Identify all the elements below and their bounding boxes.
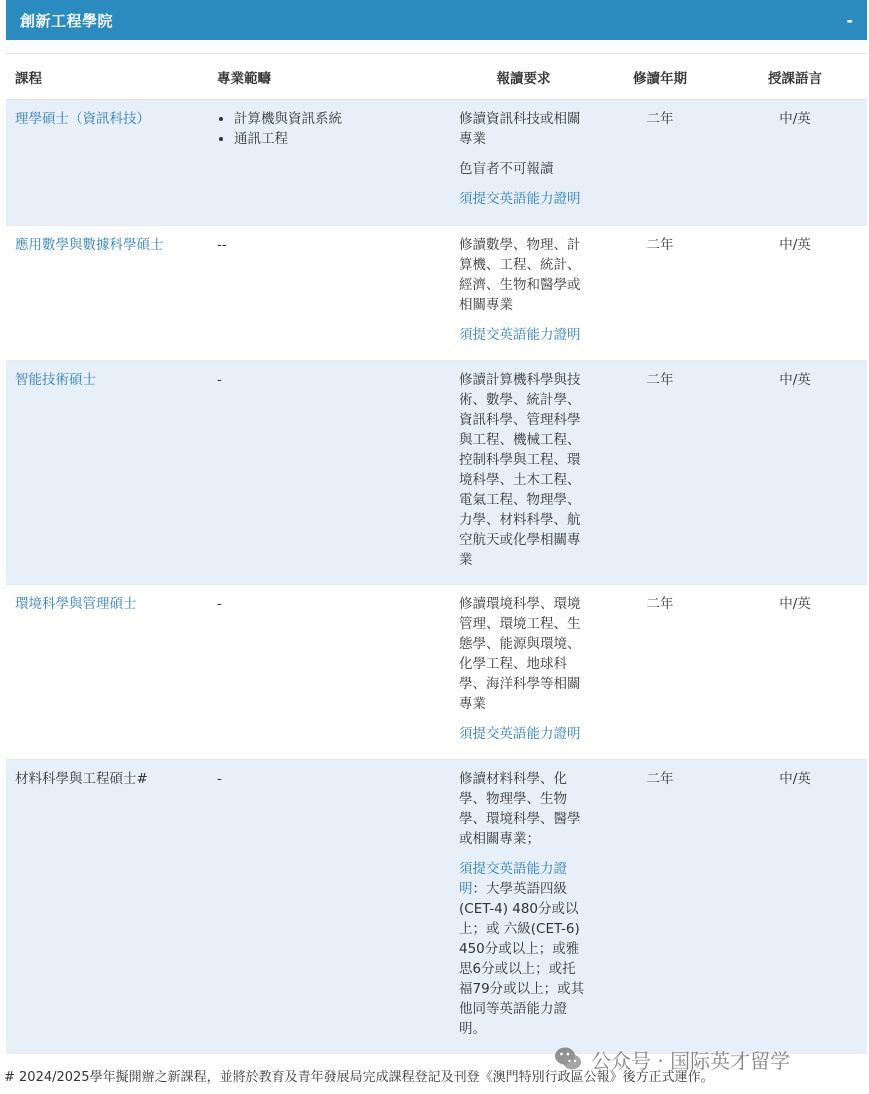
requirements-cell [450, 100, 597, 226]
language-cell: 中/英 [723, 585, 867, 760]
requirements-cell [450, 760, 597, 1054]
course-name-link[interactable]: 智能技術碩士 [15, 372, 96, 388]
wechat-icon [553, 1044, 583, 1074]
scope-cell: - [208, 760, 450, 1054]
scope-list [217, 109, 441, 149]
course-cell [6, 100, 208, 226]
english-proof-link[interactable]: 須提交英語能力證明 [459, 726, 581, 742]
requirements-cell [450, 585, 597, 760]
duration-cell: 二年 [597, 100, 723, 226]
column-header-language: 授課語言 [723, 54, 867, 100]
requirement-text: 修讀數學、物理、計算機、工程、統計、經濟、生物和醫學或相關專業 [459, 237, 581, 313]
requirement-text: 修讀材料科學、化學、物理學、生物學、環境科學、醫學或相關專業； [459, 771, 581, 847]
table-row [6, 585, 867, 760]
requirement-text: 修讀環境科學、環境管理、環境工程、生態學、能源與環境、化學工程、地球科學、海洋科學等相關專業 [459, 596, 581, 712]
courses-table [6, 53, 867, 1054]
requirement-text: 修讀計算機科學與技術、數學、統計學、資訊科學、管理科學與工程、機械工程、控制科學與工程、環境科學、土木工程、電氣工程、物理學、力學、材料科學、航空航天或化學相關專業 [459, 372, 581, 568]
table-row [6, 226, 867, 361]
english-proof-detail: ：大學英語四級(CET-4) 480分或以上；或 六級(CET-6) 450分或以上；或雅思6分或以上；或托福79分或以上；或其他同等英語能力證明。 [459, 881, 585, 1037]
requirements-cell [450, 361, 597, 585]
list-item: • 計算機與資訊系統 [234, 109, 441, 129]
course-cell [6, 760, 208, 1054]
table-row [6, 100, 867, 226]
scope-cell [208, 100, 450, 226]
course-cell [6, 585, 208, 760]
watermark-text: 公众号 · 国际英才留学 [591, 1048, 791, 1073]
course-name-link[interactable]: 應用數學與數據科學碩士 [15, 237, 164, 253]
footnote: # 2024/2025學年擬開辦之新課程，並將於教育及青年發展局完成課程登記及刊登《澳門特別行政區公報》後方正式運作。 [4, 1070, 714, 1085]
english-proof-link[interactable]: 須提交英語能力證明 [459, 191, 581, 207]
scope-cell: - [208, 361, 450, 585]
duration-cell: 二年 [597, 361, 723, 585]
course-name-link[interactable]: 環境科學與管理碩士 [15, 596, 137, 612]
column-header-scope: 專業範疇 [208, 54, 450, 100]
language-cell: 中/英 [723, 226, 867, 361]
course-name: 材料科學與工程碩士# [15, 771, 148, 787]
column-header-course: 課程 [6, 54, 208, 100]
table-row [6, 361, 867, 585]
course-cell [6, 226, 208, 361]
requirements-cell [450, 226, 597, 361]
requirement-text: 修讀資訊科技或相關專業 [459, 111, 581, 147]
requirement-note: 色盲者不可報讀 [459, 161, 554, 177]
table-header-row [6, 54, 867, 100]
scope-cell: - [208, 585, 450, 760]
course-cell [6, 361, 208, 585]
scope-cell: -- [208, 226, 450, 361]
course-name-link[interactable]: 理學碩士（資訊科技） [15, 111, 150, 127]
duration-cell: 二年 [597, 585, 723, 760]
language-cell: 中/英 [723, 361, 867, 585]
collapse-toggle[interactable]: - [846, 10, 853, 30]
duration-cell: 二年 [597, 760, 723, 1054]
section-title: 創新工程學院 [20, 11, 114, 30]
column-header-duration: 修讀年期 [597, 54, 723, 100]
table-row [6, 760, 867, 1054]
section-header[interactable] [6, 0, 867, 40]
column-header-requirements: 報讀要求 [450, 54, 597, 100]
english-proof-link[interactable]: 須提交英語能力證明 [459, 327, 581, 343]
english-proof-link[interactable]: 須提交英語能力證明 [459, 861, 567, 897]
language-cell: 中/英 [723, 100, 867, 226]
list-item: • 通訊工程 [234, 129, 441, 149]
watermark [553, 1044, 790, 1074]
language-cell: 中/英 [723, 760, 867, 1054]
duration-cell: 二年 [597, 226, 723, 361]
